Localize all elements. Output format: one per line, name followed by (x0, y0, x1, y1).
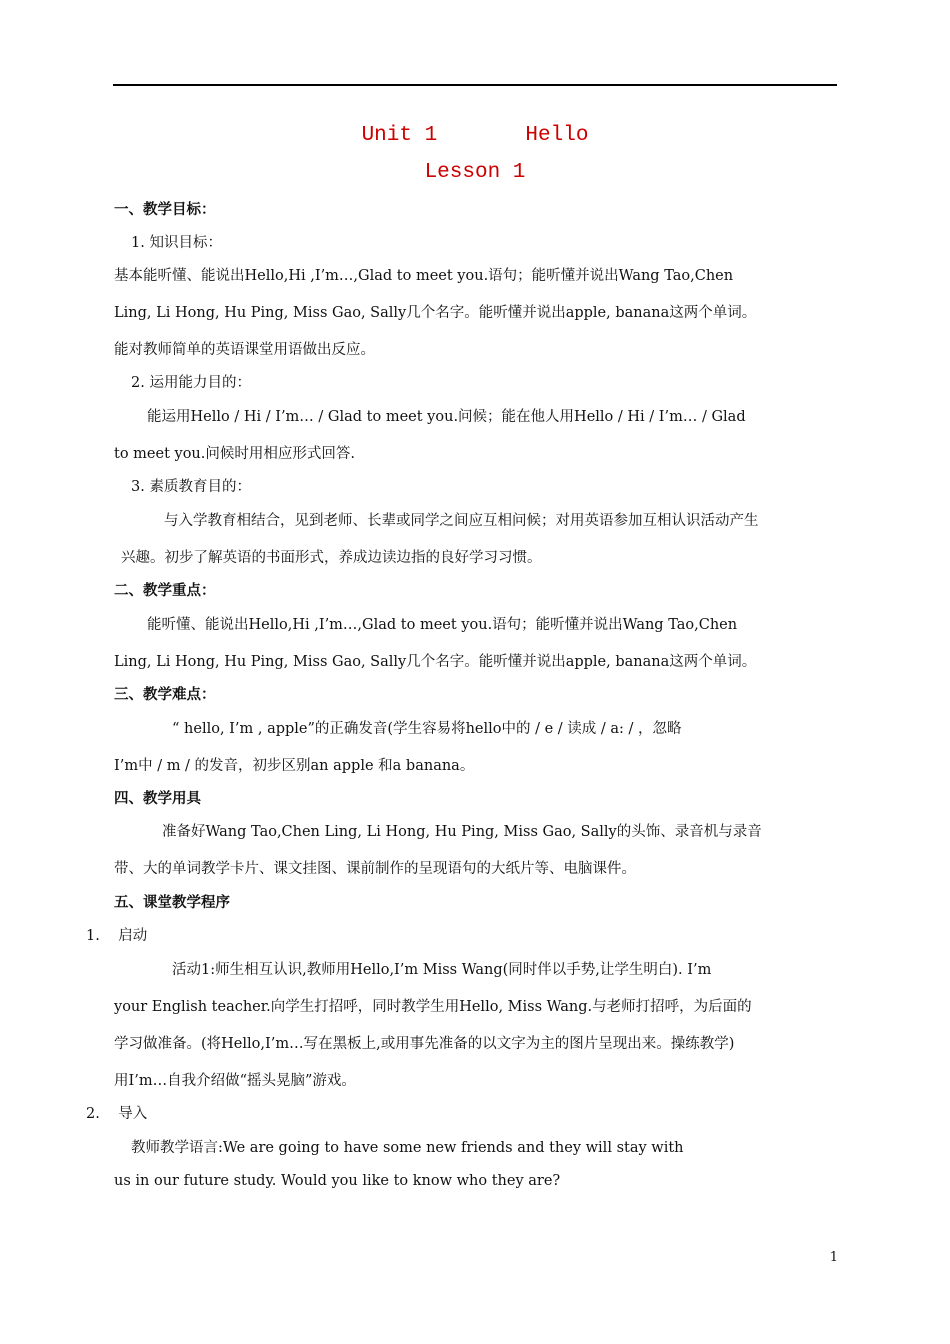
paragraph-line: 能对教师简单的英语课堂用语做出反应。 (114, 342, 375, 358)
unit-title: Unit 1 Hello (361, 124, 589, 147)
step-heading-lead-in: 2. 导入 (86, 1106, 148, 1122)
paragraph-line: 基本能听懂、能说出Hello,Hi ,I’m…,Glad to meet you.语句；能听懂并说出Wang Tao,Chen (114, 268, 734, 284)
paragraph-line: 准备好Wang Tao,Chen Ling, Li Hong, Hu Ping, Miss Gao, Sally的头饰、录音机与录音 (162, 824, 762, 840)
subheading-quality: 3. 素质教育目的： (131, 479, 251, 495)
paragraph-line: your English teacher.向学生打招呼，同时教学生用Hello, Miss Wang.与老师打招呼，为后面的 (114, 999, 752, 1015)
paragraph-line: I’m中 / m / 的发音，初步区别an apple 和a banana。 (114, 758, 475, 774)
paragraph-line: us in our future study. Would you like to know who they are? (114, 1173, 561, 1189)
step-heading-warmup: 1. 启动 (86, 928, 148, 944)
paragraph-line: Ling, Li Hong, Hu Ping, Miss Gao, Sally几个名字。能听懂并说出apple, banana这两个单词。 (114, 305, 757, 321)
paragraph-line: 与入学教育相结合，见到老师、长辈或同学之间应互相问候；对用英语参加互相认识活动产生 (164, 513, 759, 529)
paragraph-line: Ling, Li Hong, Hu Ping, Miss Gao, Sally几个名字。能听懂并说出apple, banana这两个单词。 (114, 654, 757, 670)
subheading-knowledge: 1. 知识目标： (131, 235, 222, 251)
paragraph-line: 活动1:师生相互认识,教师用Hello,I’m Miss Wang(同时伴以手势,让学生明白). I’m (172, 962, 712, 978)
section-heading-objectives: 一、教学目标： (114, 201, 216, 218)
paragraph-line: 兴趣。初步了解英语的书面形式，养成边读边指的良好学习习惯。 (121, 550, 542, 566)
section-heading-key-points: 二、教学重点： (114, 582, 216, 599)
paragraph-line: “ hello, I’m , apple”的正确发音(学生容易将hello中的 / e / 读成 / a: / ，忽略 (172, 721, 682, 737)
section-heading-difficulties: 三、教学难点： (114, 686, 216, 703)
paragraph-line: 教师教学语言:We are going to have some new friends and they will stay with (131, 1140, 684, 1156)
paragraph-line: 带、大的单词教学卡片、课文挂图、课前制作的呈现语句的大纸片等、电脑课件。 (114, 861, 636, 877)
section-heading-materials: 四、教学用具 (114, 790, 201, 807)
section-heading-procedure: 五、课堂教学程序 (114, 894, 230, 911)
paragraph-line: 学习做准备。(将Hello,I’m…写在黑板上,或用事先准备的以文字为主的图片呈现出来。操练教学) (114, 1036, 735, 1052)
subheading-ability: 2. 运用能力目的： (131, 375, 251, 391)
paragraph-line: 能听懂、能说出Hello,Hi ,I’m…,Glad to meet you.语句；能听懂并说出Wang Tao,Chen (147, 617, 738, 633)
paragraph-line: 用I’m…自我介绍做“摇头晃脑”游戏。 (114, 1073, 356, 1089)
paragraph-line: 能运用Hello / Hi / I’m… / Glad to meet you.问候；能在他人用Hello / Hi / I’m… / Glad (147, 409, 746, 425)
paragraph-line: to meet you.问候时用相应形式回答. (114, 446, 355, 462)
lesson-title: Lesson 1 (424, 161, 526, 184)
page-number: 1 (829, 1250, 838, 1265)
header-rule (113, 84, 837, 86)
